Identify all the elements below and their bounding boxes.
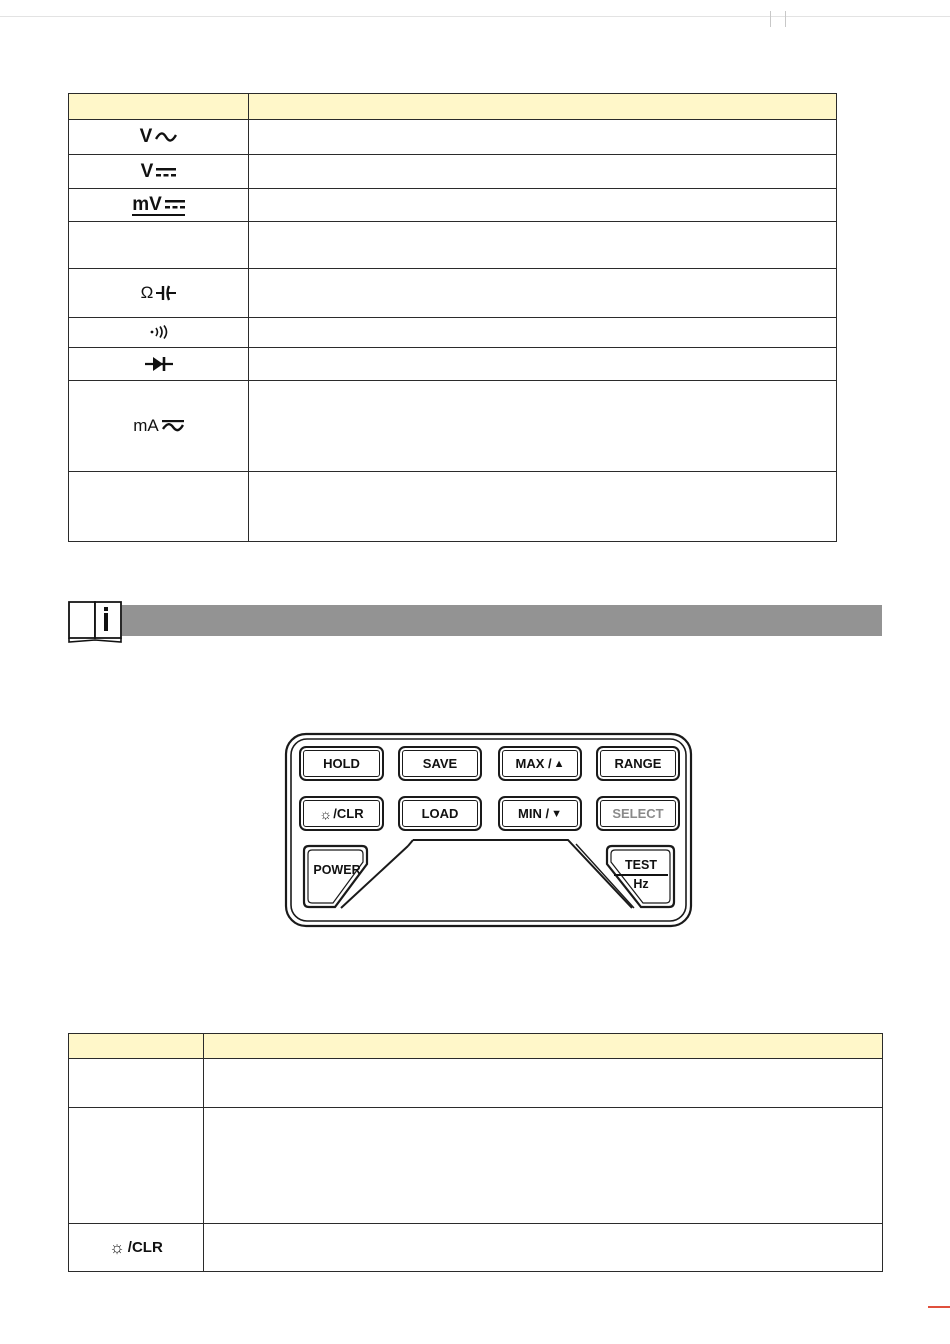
diode-icon — [145, 356, 173, 372]
ac-dc-icon — [162, 419, 184, 433]
page-edge-mark — [928, 1306, 950, 1308]
table-row — [69, 1059, 883, 1108]
backlight-sun-icon: ☼ — [319, 805, 333, 822]
info-book-icon — [66, 598, 124, 646]
table-row — [69, 348, 837, 381]
range-button[interactable]: RANGE — [596, 746, 680, 781]
table-header-row — [69, 1034, 883, 1059]
continuity-sound-icon — [149, 325, 169, 339]
info-note-bar — [122, 605, 882, 636]
milliamp-symbol: mA — [133, 416, 184, 436]
button-table — [68, 1033, 883, 1272]
test-hz-button[interactable]: TEST Hz — [614, 858, 668, 891]
table-row — [69, 120, 837, 155]
page-crop-mark — [770, 11, 786, 27]
backlight-sun-icon: ☼ — [109, 1237, 125, 1257]
resistance-capacitance-symbol: Ω — [141, 283, 177, 303]
dc-millivolt-symbol: mV — [132, 195, 185, 216]
table-row — [69, 1224, 883, 1272]
ac-voltage-symbol: V — [140, 126, 178, 148]
table-header-row — [69, 94, 837, 120]
table-row — [69, 472, 837, 542]
select-button[interactable]: SELECT — [596, 796, 680, 831]
function-table — [68, 93, 837, 542]
backlight-clr-button[interactable]: ☼ /CLR — [299, 796, 384, 831]
save-button[interactable]: SAVE — [398, 746, 482, 781]
dc-symbol-icon — [165, 198, 185, 210]
table-row — [69, 222, 837, 269]
table-row — [69, 269, 837, 318]
keypad-diagram — [258, 722, 716, 932]
min-down-button[interactable]: MIN / ▼ — [498, 796, 582, 831]
power-button[interactable]: POWER — [313, 863, 361, 877]
down-triangle-icon: ▼ — [551, 807, 562, 820]
table-row — [69, 381, 837, 472]
max-up-button[interactable]: MAX / ▲ — [498, 746, 582, 781]
page-top-rule — [0, 16, 950, 17]
table-row — [69, 155, 837, 189]
dc-voltage-symbol: V — [141, 161, 177, 183]
ac-wave-icon — [155, 131, 177, 143]
up-triangle-icon: ▲ — [553, 757, 565, 770]
table-row — [69, 318, 837, 348]
table-row — [69, 189, 837, 222]
table-row — [69, 1108, 883, 1224]
capacitor-icon — [156, 284, 176, 302]
dc-symbol-icon — [156, 166, 176, 178]
hold-button[interactable]: HOLD — [299, 746, 384, 781]
load-button[interactable]: LOAD — [398, 796, 482, 831]
backlight-clr-symbol: ☼ /CLR — [109, 1237, 163, 1257]
